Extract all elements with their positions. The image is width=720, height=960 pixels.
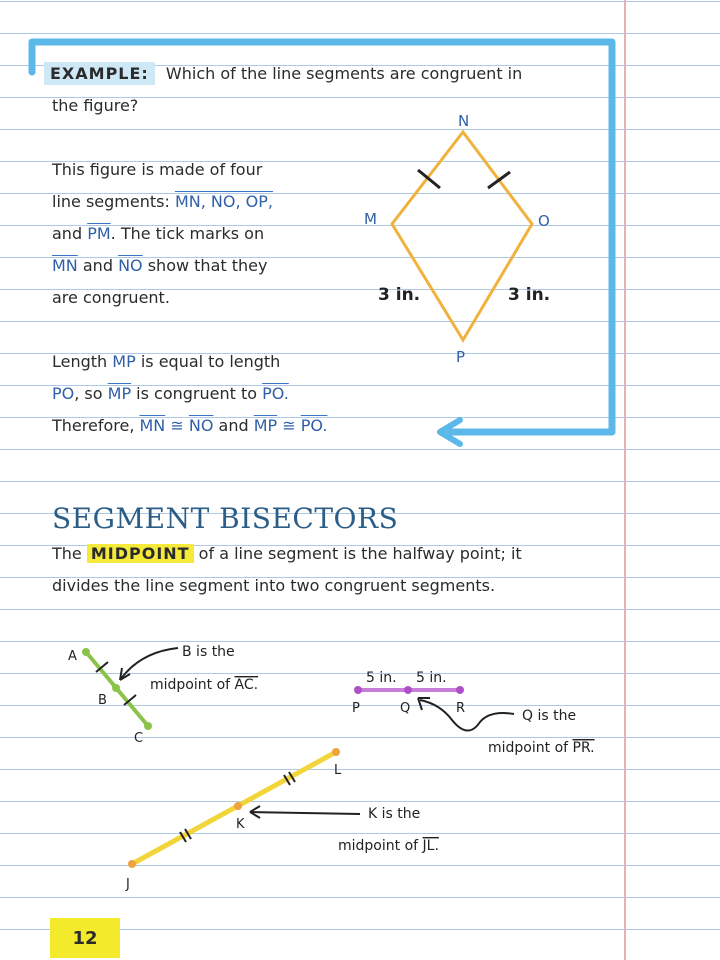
arrow-q [420, 700, 514, 731]
text: . The tick marks on [110, 224, 265, 243]
point-a [82, 648, 90, 656]
segment-pr-label: PR. [572, 740, 595, 756]
congruent-symbol: ≅ [277, 416, 301, 435]
text: , so [74, 384, 108, 403]
text: midpoint of [150, 677, 235, 693]
point-l [332, 748, 340, 756]
point-j [128, 860, 136, 868]
length-label-left: 3 in. [378, 285, 421, 305]
text: and [77, 256, 119, 275]
segment-no: $\overline{NO}$ [118, 256, 143, 275]
text: midpoint of [338, 838, 423, 854]
note-k-line1: K is the [368, 806, 421, 822]
question-line1: Which of the line segments are congruent in [165, 64, 523, 83]
note-k-line2 [338, 838, 439, 854]
segment-ac-label: AC. [234, 677, 259, 693]
definition-line2: divides the line segment into two congruent segments. [52, 576, 496, 595]
point-k [234, 802, 242, 810]
segment-mn: $\overline{MN}$ [52, 256, 78, 275]
segment-mp: $\overline{MP}$ [253, 416, 278, 435]
section-title: SEGMENT BISECTORS [52, 502, 399, 535]
congruent-symbol: ≅ [165, 416, 189, 435]
length-pq: 5 in. [366, 670, 397, 686]
midpoint-term: MIDPOINT [87, 544, 194, 563]
length-label-right: 3 in. [508, 285, 551, 305]
para1-line5: are congruent. [52, 288, 170, 307]
arrow-k [250, 812, 360, 814]
text: midpoint of [488, 740, 573, 756]
label-j: J [126, 877, 130, 892]
length-mp: MP [112, 352, 136, 371]
length-qr: 5 in. [416, 670, 447, 686]
text: and [52, 224, 88, 243]
note-b-line1: B is the [182, 644, 235, 660]
segment-pm: $\overline{PM}$ [87, 224, 111, 243]
vertex-m: M [364, 210, 377, 228]
segment-mp: $\overline{MP}$ [107, 384, 132, 403]
text: of a line segment is the halfway point; it [193, 544, 522, 563]
text: The [52, 544, 87, 563]
label-r: R [456, 701, 466, 716]
point-q [404, 686, 412, 694]
segment-po: PO. [300, 416, 328, 435]
label-b: B [98, 693, 107, 708]
label-c: C [134, 731, 144, 746]
segment-no: $\overline{NO}$ [188, 416, 214, 435]
segment-jl [132, 752, 336, 864]
segment-po: PO. [262, 384, 289, 403]
para1-line1: This figure is made of four [52, 160, 263, 179]
text: is congruent to [131, 384, 263, 403]
arrowhead-q [418, 698, 430, 710]
note-q-line2 [488, 740, 595, 756]
vertex-p: P [456, 348, 466, 366]
text: Length [52, 352, 113, 371]
segment-list: MN, NO, OP, [174, 192, 273, 211]
label-k: K [236, 817, 245, 832]
point-p [354, 686, 362, 694]
note-q-line1: Q is the [522, 708, 577, 724]
question-line2: the figure? [52, 96, 139, 115]
segment-mn: $\overline{MN}$ [139, 416, 166, 435]
text: Therefore, [52, 416, 140, 435]
label-q: Q [400, 701, 411, 716]
text: and [213, 416, 254, 435]
point-r [456, 686, 464, 694]
text: show that they [142, 256, 268, 275]
label-l: L [334, 763, 342, 778]
example-label: EXAMPLE: [44, 62, 155, 85]
point-b [112, 684, 120, 692]
point-c [144, 722, 152, 730]
page-number: 12 [50, 918, 120, 958]
note-b-line2 [150, 677, 258, 693]
length-po: PO [52, 384, 75, 403]
vertex-o: O [538, 212, 550, 230]
vertex-n: N [458, 112, 470, 130]
segment-jl-label: JL. [422, 838, 439, 854]
text: is equal to length [135, 352, 281, 371]
label-p: P [352, 701, 360, 716]
text: line segments: [52, 192, 175, 211]
label-a: A [68, 649, 77, 664]
